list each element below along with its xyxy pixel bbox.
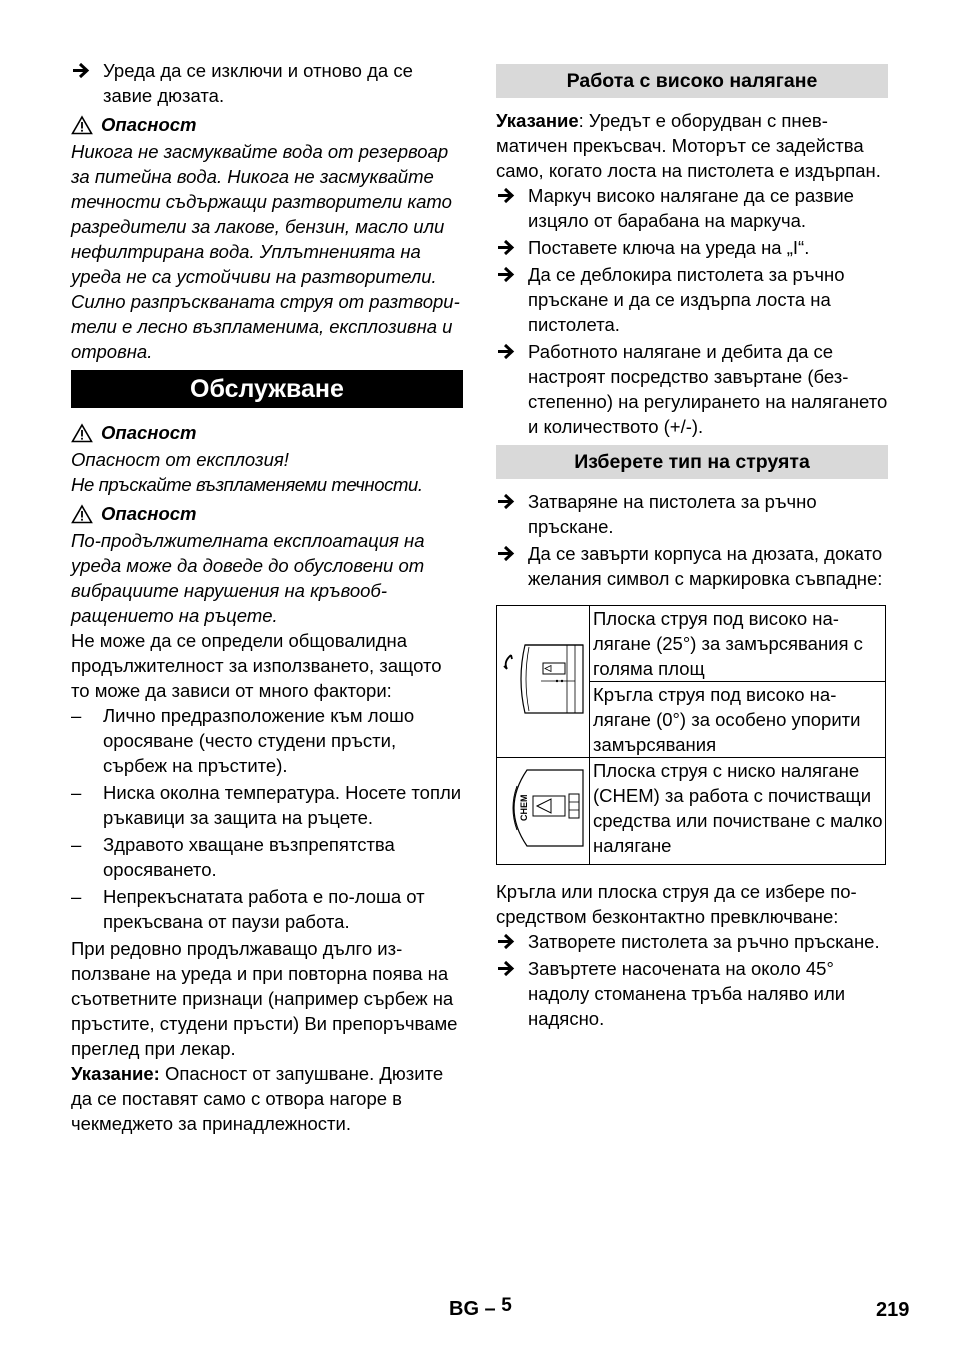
list-item: Уреда да се изключи и отново да се завие дюзата.	[71, 58, 463, 108]
arrow-right-icon	[496, 929, 518, 954]
arrow-right-icon	[496, 235, 518, 260]
danger-text: По-продължителната експлоатация на уреда може да доведе до обусловени от вибрациите нарушения на кръвообращението на ръцете.	[71, 530, 425, 626]
section-heading: Изберете тип на струята	[496, 445, 888, 479]
section-heading: Работа с високо налягане	[496, 64, 888, 98]
danger-heading: Опасност	[71, 420, 463, 445]
arrow-right-icon	[496, 489, 518, 514]
list-item: Работното налягане и дебита да се настроят посредство завъртане (безстепенно) на регулирането на налягането и количеството (+/-).	[496, 339, 888, 439]
warning-icon	[71, 504, 93, 524]
danger-heading: Опасност	[71, 501, 463, 526]
list-item: Да се завърти корпуса на дюзата, докато желания символ с маркировка съвпадне:	[496, 541, 888, 591]
danger-text: Никога не засмуквайте вода от резервоар за питейна вода. Никога не засмуквайте течности съдържащи разтворители като разредители за лакове, бензин, масло или нефилтрирана вода. Уплътненията на уреда не са устойчиви на разтворители. Силно разпръскваната струя от разтворители е лесно възпламенима, експлозивна и отровна.	[71, 141, 460, 362]
list-item: Да се деблокира пистолета за ръчно пръскане и да се издърпа лоста на пистолета.	[496, 262, 888, 337]
warning-icon	[71, 115, 93, 135]
list-item: Затворете пистолета за ръчно пръскане.	[496, 929, 888, 954]
note-paragraph: Указание: Уредът е оборудван с пневматичен прекъсвач. Моторът се задейства само, когато лоста на пистолета е издърпан.	[496, 110, 881, 181]
arrow-right-icon	[496, 339, 518, 364]
danger-text: Не пръскайте възпламеняеми течности.	[71, 474, 423, 495]
nozzle-chem-image	[497, 758, 590, 865]
table-cell: Плоска струя с ниско налягане (CHEM) за работа с почистващи средства или почистване с малко налягане	[590, 758, 886, 865]
paragraph: Не може да се определи общовалидна продължителност за използването, защото то може да зависи от много фактори:	[71, 630, 442, 701]
table-cell: Плоска струя под високо налягане (25°) за замърсявания с голяма площ	[590, 606, 886, 682]
arrow-right-icon	[496, 183, 518, 208]
table-row	[497, 758, 886, 865]
arrow-right-icon	[496, 956, 518, 981]
note-paragraph: Указание: Опасност от запушване. Дюзите да се поставят само с отвора нагоре в чекмеджето за принадлежности.	[71, 1063, 444, 1134]
warning-icon	[71, 423, 93, 443]
danger-text: Опасност от експлозия!	[71, 449, 289, 470]
right-column	[496, 58, 888, 1033]
list-item: – Ниска околна температура. Носете топли ръкавици за защита на ръцете.	[71, 782, 462, 828]
footer-section-label: BG – 5	[449, 1295, 512, 1320]
list-item: Завъртете насочената на около 45° надолу стоманена тръба наляво или надясно.	[496, 956, 888, 1031]
section-heading: Обслужване	[71, 370, 463, 408]
list-item: Маркуч високо налягане да се развие изцяло от барабана на маркуча.	[496, 183, 888, 233]
paragraph: Кръгла или плоска струя да се избере посредством безконтактно превключване:	[496, 881, 857, 927]
paragraph: При редовно продължаващо дълго използване на уреда и при повторна поява на съответните признаци (например сърбеж на пръстите, студени пръсти) Ви препоръчваме преглед при лекар.	[71, 938, 458, 1059]
page-number: 219	[876, 1299, 910, 1321]
arrow-right-icon	[71, 58, 93, 83]
list-item: – Лично предразположение към лошо оросяване (често студени пръсти, сърбеж на пръстите).	[71, 705, 415, 776]
list-item: Поставете ключа на уреда на „I“.	[496, 235, 888, 260]
left-column	[71, 58, 463, 1136]
list-item: Затваряне на пистолета за ръчно пръскане.	[496, 489, 888, 539]
table-row	[497, 606, 886, 682]
nozzle-table	[496, 605, 886, 865]
nozzle-high-pressure-icon	[497, 639, 589, 719]
arrow-right-icon	[496, 262, 518, 287]
list-item: – Непрекъснатата работа е по-лоша от прекъсвана от паузи работа.	[71, 886, 425, 932]
nozzle-high-pressure-image	[497, 606, 590, 758]
list-item: – Здравото хващане възпрепятства оросяването.	[71, 834, 395, 880]
table-cell: Кръгла струя под високо налягане (0°) за особено упорити замърсявания	[590, 682, 886, 758]
danger-heading: Опасност	[71, 112, 463, 137]
nozzle-chem-icon	[497, 758, 589, 858]
arrow-right-icon	[496, 541, 518, 566]
chem-label: CHEM	[519, 794, 529, 821]
